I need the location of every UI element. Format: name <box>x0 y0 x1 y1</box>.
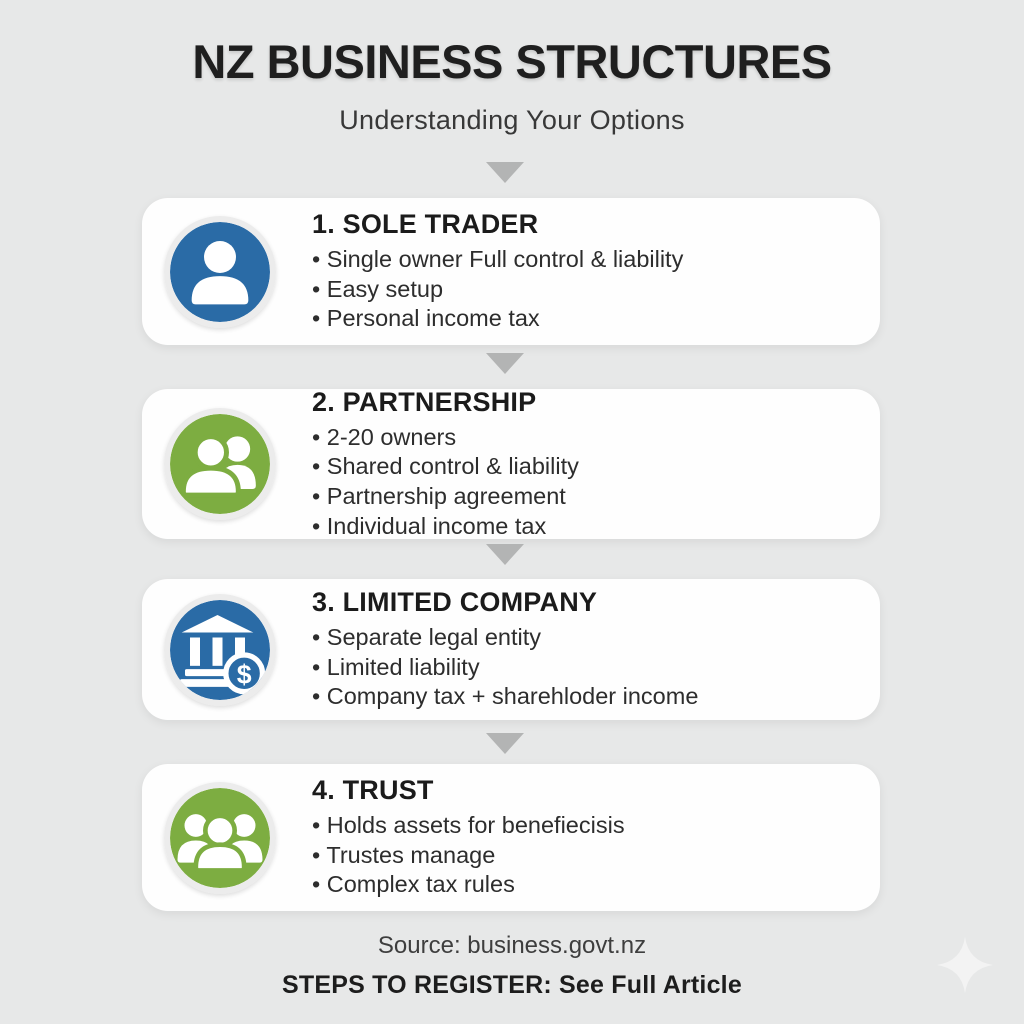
down-arrow-icon <box>486 733 524 754</box>
card-heading: 4. TRUST <box>312 775 434 806</box>
person-icon <box>164 216 276 328</box>
three-people-icon <box>164 782 276 894</box>
bullet-item: • 2-20 owners <box>312 423 579 453</box>
card-text <box>312 587 698 712</box>
card-partnership <box>142 386 880 539</box>
bullet-item: • Personal income tax <box>312 304 683 334</box>
bullet-item: • Shared control & liability <box>312 452 579 482</box>
register-cta-text: STEPS TO REGISTER: See Full Article <box>282 971 742 999</box>
page-title: NZ BUSINESS STRUCTURES <box>192 35 832 88</box>
bullet-item: • Single owner Full control & liability <box>312 245 683 275</box>
card-sole-trader <box>142 198 880 345</box>
footer <box>0 932 1024 1000</box>
dollar-symbol: $ <box>236 658 252 689</box>
card-heading: 1. SOLE TRADER <box>312 209 539 240</box>
card-heading: 3. LIMITED COMPANY <box>312 587 598 618</box>
source-text: Source: business.govt.nz <box>377 932 647 959</box>
card-bullet-list <box>312 623 698 712</box>
bullet-item: • Individual income tax <box>312 512 579 542</box>
down-arrow-icon <box>486 162 524 183</box>
down-arrow-icon <box>486 544 524 565</box>
card-limited-company <box>142 579 880 720</box>
card-bullet-list <box>312 811 625 900</box>
card-text <box>312 775 625 900</box>
bank-dollar-icon <box>164 594 276 706</box>
sparkle-icon <box>936 936 994 994</box>
bullet-item: • Separate legal entity <box>312 623 698 653</box>
bullet-item: • Partnership agreement <box>312 482 579 512</box>
header <box>0 34 1024 136</box>
page-subtitle: Understanding Your Options <box>339 105 685 135</box>
bullet-item: • Trustes manage <box>312 841 625 871</box>
bullet-item: • Holds assets for benefiecisis <box>312 811 625 841</box>
bullet-item: • Complex tax rules <box>312 870 625 900</box>
card-text <box>312 387 579 541</box>
bullet-item: • Company tax + sharehloder income <box>312 682 698 712</box>
down-arrow-icon <box>486 353 524 374</box>
card-trust <box>142 764 880 911</box>
card-heading: 2. PARTNERSHIP <box>312 386 537 417</box>
bullet-item: • Limited liability <box>312 653 698 683</box>
card-text <box>312 209 683 334</box>
two-people-icon <box>164 408 276 520</box>
card-bullet-list <box>312 245 683 334</box>
bullet-item: • Easy setup <box>312 275 683 305</box>
card-bullet-list <box>312 423 579 541</box>
